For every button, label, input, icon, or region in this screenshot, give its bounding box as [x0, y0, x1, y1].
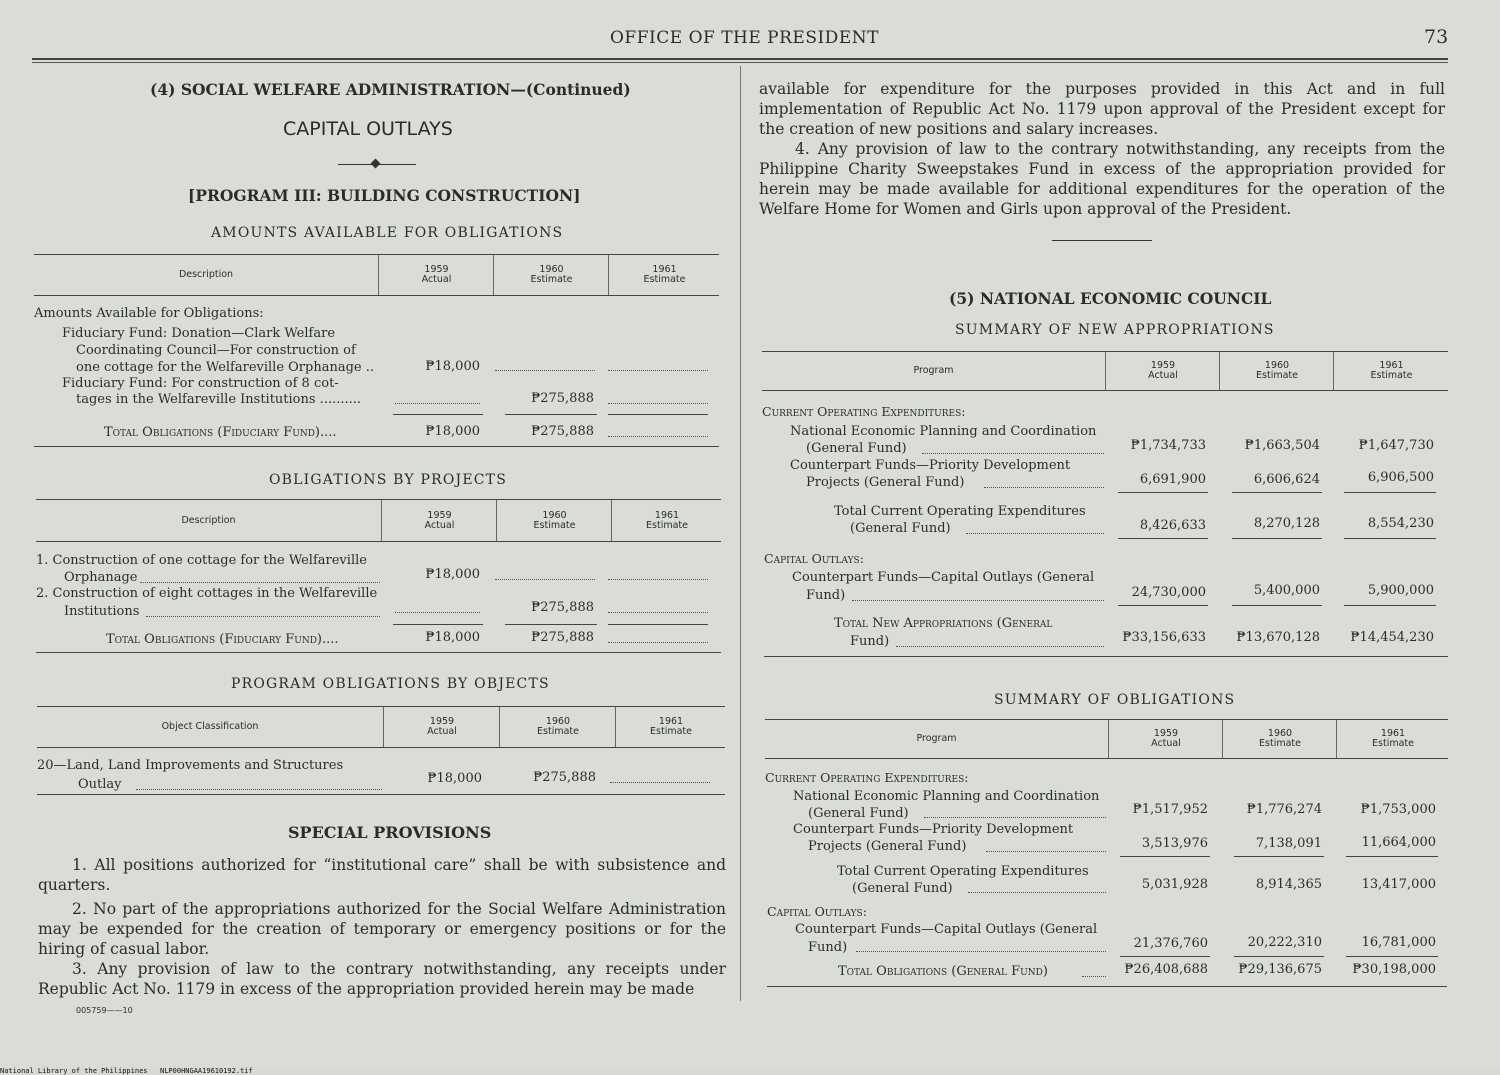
table3-col1-kind: Actual [427, 726, 457, 737]
table5-total-line2: (General Fund) [852, 881, 953, 896]
table2-total-label: Total Obligations (Fiduciary Fund).... [106, 632, 339, 647]
table5-r2-line2: Projects (General Fund) [808, 839, 967, 854]
table4-grand-line2: Fund) [850, 634, 890, 649]
table2-col2-kind: Estimate [533, 519, 576, 531]
table3-col1-year: 1959 [429, 716, 455, 727]
table1-col-description: Description [178, 269, 234, 280]
table2-bottom-rule [36, 652, 721, 653]
subtotal-rule [1232, 605, 1322, 606]
table5-grand-1960: ₱29,136,675 [1238, 962, 1322, 977]
table5-grand-1961: ₱30,198,000 [1352, 962, 1436, 977]
leader-dots [922, 453, 1104, 454]
provision-3-continued: available for expenditure for the purposes provided in this Act and in full implementation of Republic Act No. 1179 upon approval of the President except for the creation of new positions and salary increases. [759, 80, 1445, 138]
table3-col3-kind: Estimate [650, 726, 692, 737]
table1-r1-line1: Fiduciary Fund: Donation—Clark Welfare [62, 326, 336, 341]
table2-total-1960: ₱275,888 [531, 630, 594, 645]
table5-title: SUMMARY OF OBLIGATIONS [994, 692, 1236, 708]
table4-cap-1959: 24,730,000 [1131, 585, 1206, 600]
leader-dots [395, 612, 480, 613]
table4-col1-year: 1959 [1150, 360, 1176, 371]
subtotal-rule [1344, 538, 1436, 539]
table2-title: OBLIGATIONS BY PROJECTS [269, 472, 508, 488]
table4-header [762, 351, 1448, 391]
column-divider [740, 66, 741, 1001]
table1-col1-year: 1959 [424, 264, 449, 275]
table3-col3-year: 1961 [658, 716, 684, 727]
table5-capital-heading: Capital Outlays: [767, 904, 867, 919]
table2-r2-1960: ₱275,888 [531, 600, 594, 615]
table4-r1-1959: ₱1,734,733 [1130, 438, 1206, 453]
table1-intro: Amounts Available for Obligations: [34, 306, 264, 321]
header-rule-2 [32, 62, 1448, 63]
table5-grand-label: Total Obligations (General Fund) [838, 964, 1048, 979]
table4-cap-1960: 5,400,000 [1253, 583, 1320, 598]
table1-bottom-rule [34, 446, 719, 447]
subtotal-rule [608, 414, 708, 415]
leader-dots [146, 616, 380, 617]
subtotal-rule [505, 624, 597, 625]
table3-bottom-rule [37, 794, 725, 795]
table5-header [765, 719, 1448, 759]
table4-r2-1959: 6,691,900 [1139, 472, 1206, 487]
table5-r1-1960: ₱1,776,274 [1246, 802, 1322, 817]
table4-r1-1961: ₱1,647,730 [1358, 438, 1434, 453]
table4-capital-heading: Capital Outlays: [764, 551, 864, 566]
table4-r1-1960: ₱1,663,504 [1244, 438, 1320, 453]
table4-r2-line1: Counterpart Funds—Priority Development [790, 458, 1071, 473]
subtotal-rule [1344, 605, 1436, 606]
table4-title: SUMMARY OF NEW APPROPRIATIONS [955, 322, 1275, 338]
table5-col2-year: 1960 [1267, 728, 1293, 739]
subtotal-rule [1232, 538, 1322, 539]
table5-bottom-rule [767, 986, 1447, 987]
table4-col-program: Program [913, 365, 954, 376]
header-rule [32, 58, 1448, 60]
table1-r2-1960: ₱275,888 [531, 391, 594, 406]
leader-dots [608, 579, 708, 580]
table1-col2-kind: Estimate [530, 274, 573, 285]
table1-r2-line2: tages in the Welfareville Institutions .......... [76, 392, 362, 407]
print-code: 005759——10 [76, 1006, 133, 1015]
table2-col3-kind: Estimate [646, 519, 688, 531]
table1-col3-year: 1961 [652, 264, 677, 275]
table2-r2-line1: 2. Construction of eight cottages in the Welfareville [36, 586, 378, 601]
table5-r2-1961: 11,664,000 [1361, 835, 1436, 850]
provision-4: 4. Any provision of law to the contrary notwithstanding, any receipts from the Philippine Charity Sweepstakes Fund in excess of the appropriation provided for herein may be made available for additional expenditures for the operation of the Welfare Home for Women and Girls upon approval of the President. [759, 140, 1445, 218]
table4-total-line2: (General Fund) [850, 521, 951, 536]
subtotal-rule [1344, 492, 1436, 493]
table2-col1-year: 1959 [427, 509, 452, 521]
table5-r2-1960: 7,138,091 [1255, 836, 1322, 851]
table4-cap-line1: Counterpart Funds—Capital Outlays (General [792, 570, 1095, 585]
leader-dots [968, 892, 1106, 893]
table1-col3-kind: Estimate [643, 274, 686, 285]
program-heading: [PROGRAM III: BUILDING CONSTRUCTION] [188, 186, 581, 205]
leader-dots [610, 782, 710, 783]
leader-dots [495, 370, 595, 371]
table5-col3-year: 1961 [1380, 728, 1406, 739]
leader-dots [608, 370, 708, 371]
table3-r1-line1: 20—Land, Land Improvements and Structures [37, 758, 344, 773]
table2-col1-kind: Actual [424, 519, 455, 531]
section-heading-nec: (5) NATIONAL ECONOMIC COUNCIL [949, 289, 1272, 308]
leader-dots [608, 403, 708, 404]
table2-r2-line2: Institutions [64, 604, 140, 619]
leader-dots [856, 951, 1106, 952]
table3-r1-1960: ₱275,888 [533, 770, 596, 785]
table5-col2-kind: Estimate [1259, 738, 1301, 749]
table4-total-1959: 8,426,633 [1139, 518, 1206, 533]
table5-r1-line2: (General Fund) [808, 806, 909, 821]
page-number: 73 [1424, 26, 1449, 48]
table4-cap-1961: 5,900,000 [1367, 583, 1434, 598]
leader-dots [984, 487, 1104, 488]
leader-dots [896, 646, 1104, 647]
table4-r2-1961: 6,906,500 [1367, 470, 1434, 485]
leader-dots [608, 612, 708, 613]
table5-r1-line1: National Economic Planning and Coordination [793, 789, 1100, 804]
table4-bottom-rule [764, 656, 1448, 657]
special-provisions-heading: SPECIAL PROVISIONS [288, 823, 492, 842]
table1-r1-1959: ₱18,000 [425, 359, 480, 374]
table3-col2-year: 1960 [545, 716, 571, 727]
leader-dots [395, 403, 480, 404]
table5-total-1961: 13,417,000 [1361, 877, 1436, 892]
table4-col3-kind: Estimate [1370, 370, 1413, 381]
subtotal-rule [1232, 492, 1322, 493]
running-header [0, 26, 1500, 52]
table1-col1-kind: Actual [421, 274, 452, 285]
table4-grand-1959: ₱33,156,633 [1122, 630, 1206, 645]
leader-dots [140, 582, 380, 583]
table1-r1-line2: Coordinating Council—For construction of [76, 343, 356, 358]
table1-title: AMOUNTS AVAILABLE FOR OBLIGATIONS [211, 225, 564, 241]
table2-col3-year: 1961 [654, 509, 680, 521]
table3-header [37, 706, 725, 748]
table5-col1-kind: Actual [1151, 738, 1181, 749]
section-separator [1052, 240, 1152, 241]
table5-total-1960: 8,914,365 [1255, 877, 1322, 892]
table5-r2-1959: 3,513,976 [1141, 836, 1208, 851]
table4-grand-line1: Total New Appropriations (General [834, 616, 1053, 631]
table5-col-program: Program [916, 733, 957, 744]
capital-outlays-heading: CAPITAL OUTLAYS [283, 118, 453, 140]
table5-r2-line1: Counterpart Funds—Priority Development [793, 822, 1074, 837]
table1-total-label: Total Obligations (Fiduciary Fund).... [104, 425, 337, 440]
table4-r1-line2: (General Fund) [806, 441, 907, 456]
leader-dots [495, 579, 595, 580]
table2-col-description: Description [181, 514, 236, 526]
leader-dots [136, 789, 382, 790]
table1-total-1959: ₱18,000 [425, 424, 480, 439]
table1-total-1960: ₱275,888 [531, 424, 594, 439]
header-title: OFFICE OF THE PRESIDENT [610, 28, 879, 48]
table4-grand-1960: ₱13,670,128 [1236, 630, 1320, 645]
table3-col2-kind: Estimate [537, 726, 579, 737]
table2-col2-year: 1960 [542, 509, 567, 521]
subtotal-rule [1234, 856, 1324, 857]
section-heading-social-welfare: (4) SOCIAL WELFARE ADMINISTRATION—(Continued) [150, 80, 631, 99]
leader-dots [608, 642, 708, 643]
table5-col1-year: 1959 [1153, 728, 1179, 739]
ornament-diamond-icon [371, 159, 381, 169]
table4-col3-year: 1961 [1379, 360, 1404, 371]
table2-total-1959: ₱18,000 [425, 630, 480, 645]
subtotal-rule [393, 414, 483, 415]
subtotal-rule [1118, 492, 1208, 493]
table5-cap-line1: Counterpart Funds—Capital Outlays (General [795, 922, 1098, 937]
table2-r1-line1: 1. Construction of one cottage for the Welfareville [36, 553, 367, 568]
table2-header [36, 499, 721, 542]
subtotal-rule [1118, 538, 1208, 539]
table5-cap-1959: 21,376,760 [1133, 936, 1208, 951]
table4-grand-1961: ₱14,454,230 [1350, 630, 1434, 645]
table3-r1-line2: Outlay [78, 777, 122, 792]
table4-total-1960: 8,270,128 [1253, 516, 1320, 531]
table5-cap-1961: 16,781,000 [1361, 935, 1436, 950]
table4-r1-line1: National Economic Planning and Coordination [790, 424, 1097, 439]
provision-1: 1. All positions authorized for “institutional care” shall be with subsistence and quarters. [38, 856, 726, 894]
table4-total-line1: Total Current Operating Expenditures [834, 504, 1086, 519]
table1-r1-line3: one cottage for the Welfareville Orphanage .. [76, 360, 375, 375]
table2-r1-1959: ₱18,000 [425, 567, 480, 582]
table3-title: PROGRAM OBLIGATIONS BY OBJECTS [231, 676, 550, 692]
table1-col2-year: 1960 [539, 264, 564, 275]
provision-3: 3. Any provision of law to the contrary notwithstanding, any receipts under Republic Act No. 1179 in excess of the appropriation provided herein may be made [38, 960, 726, 998]
leader-dots [966, 533, 1104, 534]
table4-total-1961: 8,554,230 [1367, 516, 1434, 531]
table4-col1-kind: Actual [1148, 370, 1178, 381]
scan-source: National Library of the Philippines [0, 1067, 148, 1075]
leader-dots [1082, 976, 1106, 977]
table1-r2-line1: Fiduciary Fund: For construction of 8 cot- [62, 376, 339, 391]
table1-header [34, 254, 719, 296]
subtotal-rule [1346, 956, 1438, 957]
table4-current-heading: Current Operating Expenditures: [762, 404, 966, 419]
subtotal-rule [1120, 856, 1210, 857]
leader-dots [986, 851, 1106, 852]
table4-col2-kind: Estimate [1256, 370, 1298, 381]
table5-cap-line2: Fund) [808, 940, 848, 955]
subtotal-rule [505, 414, 597, 415]
subtotal-rule [1118, 605, 1208, 606]
provision-2: 2. No part of the appropriations authorized for the Social Welfare Administration may be expended for the creation of temporary or emergency positions or for the hiring of casual labor. [38, 900, 726, 958]
subtotal-rule [1234, 956, 1324, 957]
table5-cap-1960: 20,222,310 [1247, 935, 1322, 950]
table5-total-line1: Total Current Operating Expenditures [837, 864, 1089, 879]
table4-col2-year: 1960 [1264, 360, 1290, 371]
subtotal-rule [608, 624, 708, 625]
table4-r2-1960: 6,606,624 [1253, 472, 1320, 487]
table5-r1-1961: ₱1,753,000 [1360, 802, 1436, 817]
table5-total-1959: 5,031,928 [1141, 877, 1208, 892]
table5-current-heading: Current Operating Expenditures: [765, 770, 969, 785]
scan-file-id: NLP00HNGAA19610192.tif [160, 1067, 253, 1075]
subtotal-rule [1346, 856, 1438, 857]
subtotal-rule [1120, 956, 1210, 957]
leader-dots [608, 436, 708, 437]
table5-col3-kind: Estimate [1372, 738, 1414, 749]
table2-r1-line2: Orphanage [64, 570, 138, 585]
leader-dots [852, 600, 1104, 601]
table5-r1-1959: ₱1,517,952 [1132, 802, 1208, 817]
subtotal-rule [393, 624, 483, 625]
table3-col-object-classification: Object Classification [161, 721, 259, 732]
table4-cap-line2: Fund) [806, 588, 846, 603]
table4-r2-line2: Projects (General Fund) [806, 475, 965, 490]
table3-r1-1959: ₱18,000 [427, 771, 482, 786]
leader-dots [924, 817, 1106, 818]
table5-grand-1959: ₱26,408,688 [1124, 962, 1208, 977]
